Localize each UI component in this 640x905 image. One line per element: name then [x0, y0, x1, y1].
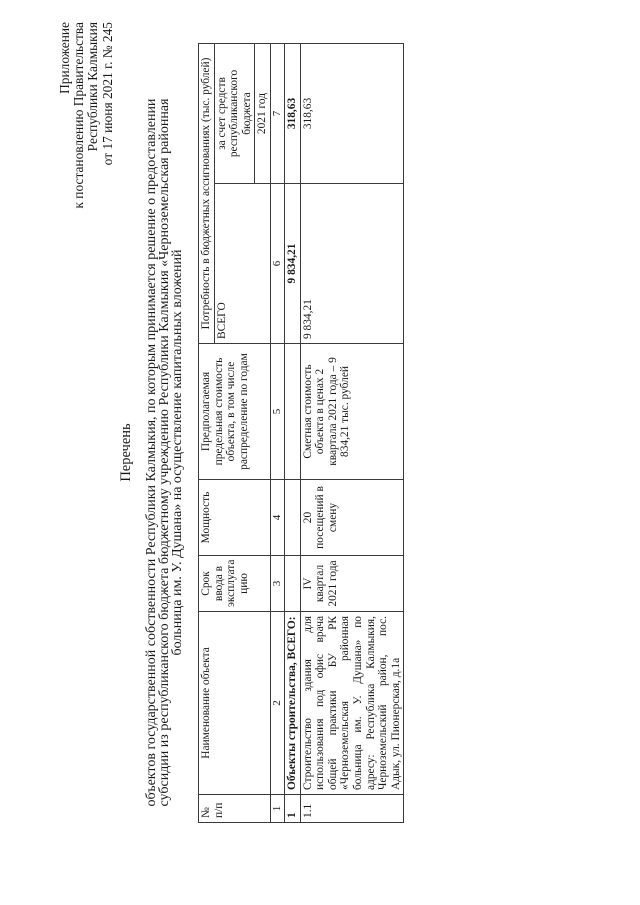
- header-year: 2021 год: [255, 44, 271, 184]
- col-number: 6: [270, 184, 284, 344]
- total-name: Объекты строительства, ВСЕГО:: [284, 612, 300, 795]
- row-num: 1.1: [300, 795, 404, 823]
- appendix-block: [58, 22, 115, 209]
- header-capacity: Мощность: [199, 480, 271, 556]
- row-republic: 318,63: [300, 44, 404, 184]
- title-line-2: субсидии из республиканского бюджета бюджетному учреждению Республики Калмыкия «Черноземельская районная: [157, 98, 172, 807]
- appendix-date: от 17 июня 2021 г. № 245: [99, 22, 115, 166]
- total-term: [284, 556, 300, 612]
- total-row: [284, 44, 300, 823]
- header-total: ВСЕГО: [214, 184, 270, 344]
- row-term: IV квартал 2021 года: [300, 556, 404, 612]
- appendix-label: Приложение: [57, 22, 72, 94]
- col-number: 5: [270, 344, 284, 480]
- header-name: Наименование объекта: [199, 612, 271, 795]
- total-republic: 318,63: [284, 44, 300, 184]
- table-row: [300, 44, 404, 823]
- col-number: 1: [270, 795, 284, 823]
- title-heading: Перечень: [118, 423, 134, 482]
- title-line-3: больница им. У. Душана» на осуществление капитальных вложений: [170, 249, 185, 656]
- appendix-decree-ref: к постановлению Правительства: [71, 22, 87, 209]
- appendix-republic: Республики Калмыкия: [85, 22, 101, 152]
- col-number: 4: [270, 480, 284, 556]
- total-num: 1: [284, 795, 300, 823]
- column-number-row: [270, 44, 284, 823]
- total-cost: [284, 344, 300, 480]
- row-name: Строительство здания для использования под офис врача общей практики БУ РК «Черноземельская районная больница им. У. Душана» по адресу: Республика Калмыкия, Черноземельский район, пос. Адык, ул. Пионерская, д.1а: [300, 612, 404, 795]
- col-number: 2: [270, 612, 284, 795]
- objects-table: [198, 43, 404, 823]
- col-number: 7: [270, 44, 284, 184]
- header-cost: Предполагаемая предельная стоимость объекта, в том числе распределение по годам: [199, 344, 271, 480]
- header-term: Срок ввода в эксплуата цию: [199, 556, 271, 612]
- header-num: № п/п: [199, 795, 271, 823]
- header-republic: за счет средств республиканского бюджета: [214, 44, 255, 184]
- title-line-1: объектов государственной собственности Республики Калмыкия, по которым принимается решение о предоставлении: [144, 98, 159, 807]
- row-capacity: 20 посещений в смену: [300, 480, 404, 556]
- row-total: 9 834,21: [300, 184, 404, 344]
- document-title: [120, 0, 184, 905]
- total-capacity: [284, 480, 300, 556]
- table-header-row: [199, 44, 215, 823]
- row-cost: Сметная стоимость объекта в ценах 2 квартала 2021 года – 9 834,21 тыс. рублей: [300, 344, 404, 480]
- total-sum: 9 834,21: [284, 184, 300, 344]
- col-number: 3: [270, 556, 284, 612]
- header-need: Потребность в бюджетных ассигнованиях (тыс. рублей): [199, 44, 215, 344]
